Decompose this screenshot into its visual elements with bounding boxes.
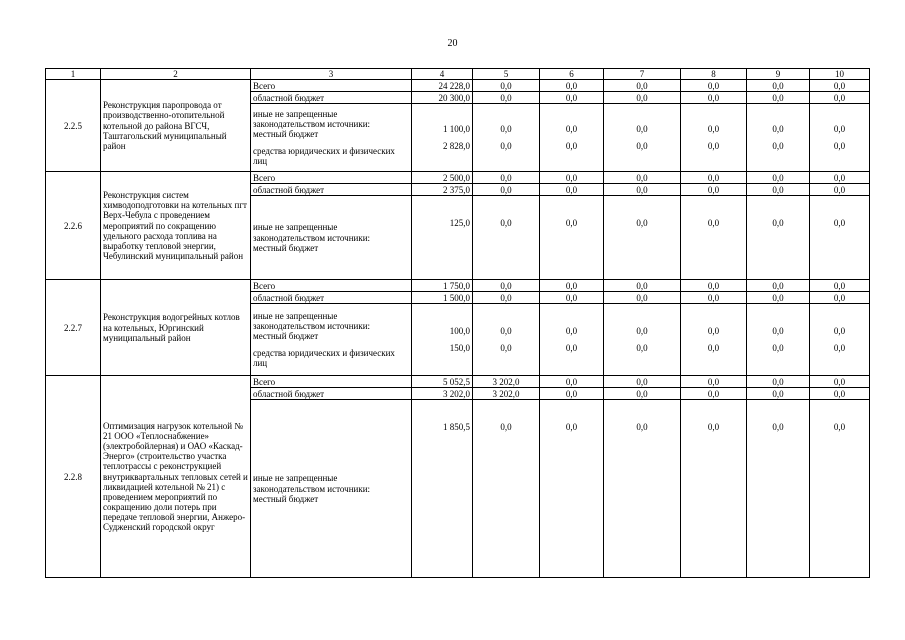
source-label: местный бюджет bbox=[253, 493, 319, 504]
source-label: средства юридических и физических лиц bbox=[253, 146, 395, 167]
value-cell: 0,0 bbox=[681, 376, 747, 388]
value-cell: 0,0 0,0 bbox=[747, 304, 810, 376]
source-label: иные не запрещенные законодательством источники: bbox=[253, 310, 371, 331]
value-cell: 0,0 bbox=[473, 184, 540, 196]
value-cell: 0,0 bbox=[540, 376, 604, 388]
value-cell: 0,0 bbox=[604, 388, 681, 400]
value-cell: 1 100,0 2 828,0 bbox=[412, 104, 473, 172]
row-label: Всего bbox=[251, 172, 412, 184]
value-cell: 0,0 0,0 bbox=[681, 304, 747, 376]
source-cell bbox=[251, 196, 412, 280]
value-cell: 0,0 bbox=[810, 184, 870, 196]
value-cell: 0,0 bbox=[810, 80, 870, 92]
value-cell: 0,0 bbox=[681, 388, 747, 400]
value-cell: 20 300,0 bbox=[412, 92, 473, 104]
value-cell: 0,0 0,0 bbox=[747, 104, 810, 172]
table-row bbox=[46, 172, 870, 184]
value-cell: 0,0 bbox=[604, 280, 681, 292]
row-label: областной бюджет bbox=[251, 292, 412, 304]
value-cell: 0,0 bbox=[747, 92, 810, 104]
value-cell: 0,0 bbox=[681, 172, 747, 184]
column-header: 10 bbox=[810, 69, 870, 80]
row-label: областной бюджет bbox=[251, 184, 412, 196]
source-label: местный бюджет bbox=[253, 129, 319, 140]
value-cell: 3 202,0 bbox=[473, 388, 540, 400]
value-cell: 0,0 bbox=[747, 280, 810, 292]
item-number: 2.2.5 bbox=[46, 80, 101, 172]
column-header: 2 bbox=[101, 69, 251, 80]
column-header: 4 bbox=[412, 69, 473, 80]
value-cell: 0,0 bbox=[681, 184, 747, 196]
value-cell: 0,0 bbox=[810, 280, 870, 292]
value-cell: 0,0 bbox=[747, 400, 810, 578]
value-cell: 0,0 0,0 bbox=[540, 304, 604, 376]
funding-table bbox=[45, 68, 870, 578]
source-label: иные не запрещенные законодательством источники: bbox=[253, 473, 371, 494]
value-cell: 1 850,5 bbox=[412, 400, 473, 578]
value-cell: 0,0 bbox=[540, 400, 604, 578]
value-cell: 0,0 bbox=[540, 280, 604, 292]
source-cell bbox=[251, 104, 412, 172]
value-cell: 0,0 bbox=[810, 400, 870, 578]
item-name: Оптимизация нагрузок котельной № 21 ООО «Теплоснабжение» (электробойлерная) и ОАО «Каскад-Энерго» (строительство участка теплотрассы с реконструкцией внутриквартальных тепловых сетей и ликвидацией котельной № 21) с проведением мероприятий по сокращению доли потерь при передаче тепловой энергии, Анжеро-Судженский городской округ bbox=[101, 376, 251, 578]
source-label: местный бюджет bbox=[253, 331, 319, 342]
table-row bbox=[46, 80, 870, 92]
value-cell: 3 202,0 bbox=[473, 376, 540, 388]
item-name: Реконструкция паропровода от производственно-отопительной котельной до района ВГСЧ, Таштагольский муниципальный район bbox=[101, 80, 251, 172]
value-cell: 0,0 bbox=[747, 388, 810, 400]
value-cell: 0,0 bbox=[604, 184, 681, 196]
value-cell: 0,0 0,0 bbox=[473, 104, 540, 172]
column-header-row bbox=[46, 69, 870, 80]
row-label: Всего bbox=[251, 80, 412, 92]
value-cell: 0,0 0,0 bbox=[540, 104, 604, 172]
value-cell: 0,0 0,0 bbox=[473, 304, 540, 376]
column-header: 3 bbox=[251, 69, 412, 80]
value-cell: 0,0 0,0 bbox=[681, 104, 747, 172]
column-header: 8 bbox=[681, 69, 747, 80]
value-cell: 0,0 bbox=[604, 196, 681, 280]
value-cell: 0,0 bbox=[473, 280, 540, 292]
value-cell: 0,0 bbox=[810, 376, 870, 388]
value-cell: 0,0 bbox=[747, 184, 810, 196]
column-header: 7 bbox=[604, 69, 681, 80]
column-header: 1 bbox=[46, 69, 101, 80]
value-cell: 0,0 0,0 bbox=[810, 104, 870, 172]
value-cell: 125,0 bbox=[412, 196, 473, 280]
value-cell: 0,0 bbox=[540, 172, 604, 184]
value-cell: 0,0 bbox=[810, 172, 870, 184]
page-number: 20 bbox=[447, 38, 458, 49]
value-cell: 0,0 bbox=[473, 400, 540, 578]
source-cell bbox=[251, 304, 412, 376]
item-name: Реконструкция водогрейных котлов на котельных, Юргинский муниципальный район bbox=[101, 280, 251, 376]
value-cell: 0,0 bbox=[540, 184, 604, 196]
row-label: областной бюджет bbox=[251, 92, 412, 104]
value-cell: 0,0 bbox=[747, 376, 810, 388]
value-cell: 24 228,0 bbox=[412, 80, 473, 92]
value-cell: 0,0 bbox=[473, 80, 540, 92]
column-header: 9 bbox=[747, 69, 810, 80]
item-name: Реконструкция систем химводоподготовки на котельных пгт Верх-Чебула с проведением мероприятий по сокращению удельного расхода топлива на выработку тепловой энергии, Чебулинский муниципальный район bbox=[101, 172, 251, 280]
value-cell: 0,0 bbox=[681, 92, 747, 104]
value-cell: 0,0 bbox=[540, 388, 604, 400]
value-cell: 0,0 bbox=[604, 92, 681, 104]
source-label: иные не запрещенные законодательством источники: bbox=[253, 222, 371, 243]
value-cell: 0,0 0,0 bbox=[810, 304, 870, 376]
value-cell: 0,0 bbox=[747, 172, 810, 184]
item-number: 2.2.8 bbox=[46, 376, 101, 578]
item-number: 2.2.6 bbox=[46, 172, 101, 280]
column-header: 6 bbox=[540, 69, 604, 80]
source-label: средства юридических и физических лиц bbox=[253, 348, 395, 369]
value-cell: 0,0 bbox=[810, 292, 870, 304]
value-cell: 0,0 bbox=[604, 80, 681, 92]
value-cell: 0,0 0,0 bbox=[604, 304, 681, 376]
value-cell: 0,0 bbox=[747, 80, 810, 92]
value-cell: 0,0 bbox=[540, 92, 604, 104]
source-cell bbox=[251, 400, 412, 578]
value-cell: 0,0 bbox=[681, 400, 747, 578]
row-label: Всего bbox=[251, 280, 412, 292]
row-label: Всего bbox=[251, 376, 412, 388]
value-cell: 0,0 bbox=[681, 196, 747, 280]
source-label: местный бюджет bbox=[253, 242, 319, 253]
value-cell: 0,0 bbox=[810, 196, 870, 280]
row-label: областной бюджет bbox=[251, 388, 412, 400]
value-cell: 1 750,0 bbox=[412, 280, 473, 292]
value-cell: 0,0 bbox=[473, 292, 540, 304]
value-cell: 0,0 bbox=[540, 196, 604, 280]
value-cell: 0,0 bbox=[473, 92, 540, 104]
value-cell: 5 052,5 bbox=[412, 376, 473, 388]
source-label: иные не запрещенные законодательством источники: bbox=[253, 108, 371, 129]
value-cell: 0,0 bbox=[604, 292, 681, 304]
value-cell: 0,0 0,0 bbox=[604, 104, 681, 172]
column-header: 5 bbox=[473, 69, 540, 80]
table-row bbox=[46, 376, 870, 388]
value-cell: 0,0 bbox=[473, 172, 540, 184]
value-cell: 0,0 bbox=[681, 80, 747, 92]
value-cell: 0,0 bbox=[604, 376, 681, 388]
value-cell: 0,0 bbox=[540, 80, 604, 92]
item-number: 2.2.7 bbox=[46, 280, 101, 376]
value-cell: 0,0 bbox=[604, 172, 681, 184]
value-cell: 0,0 bbox=[473, 196, 540, 280]
table-row bbox=[46, 280, 870, 292]
value-cell: 0,0 bbox=[747, 196, 810, 280]
value-cell: 100,0 150,0 bbox=[412, 304, 473, 376]
value-cell: 3 202,0 bbox=[412, 388, 473, 400]
value-cell: 2 500,0 bbox=[412, 172, 473, 184]
value-cell: 0,0 bbox=[681, 280, 747, 292]
value-cell: 0,0 bbox=[604, 400, 681, 578]
value-cell: 0,0 bbox=[747, 292, 810, 304]
value-cell: 0,0 bbox=[810, 388, 870, 400]
value-cell: 0,0 bbox=[540, 292, 604, 304]
value-cell: 1 500,0 bbox=[412, 292, 473, 304]
value-cell: 2 375,0 bbox=[412, 184, 473, 196]
value-cell: 0,0 bbox=[681, 292, 747, 304]
value-cell: 0,0 bbox=[810, 92, 870, 104]
